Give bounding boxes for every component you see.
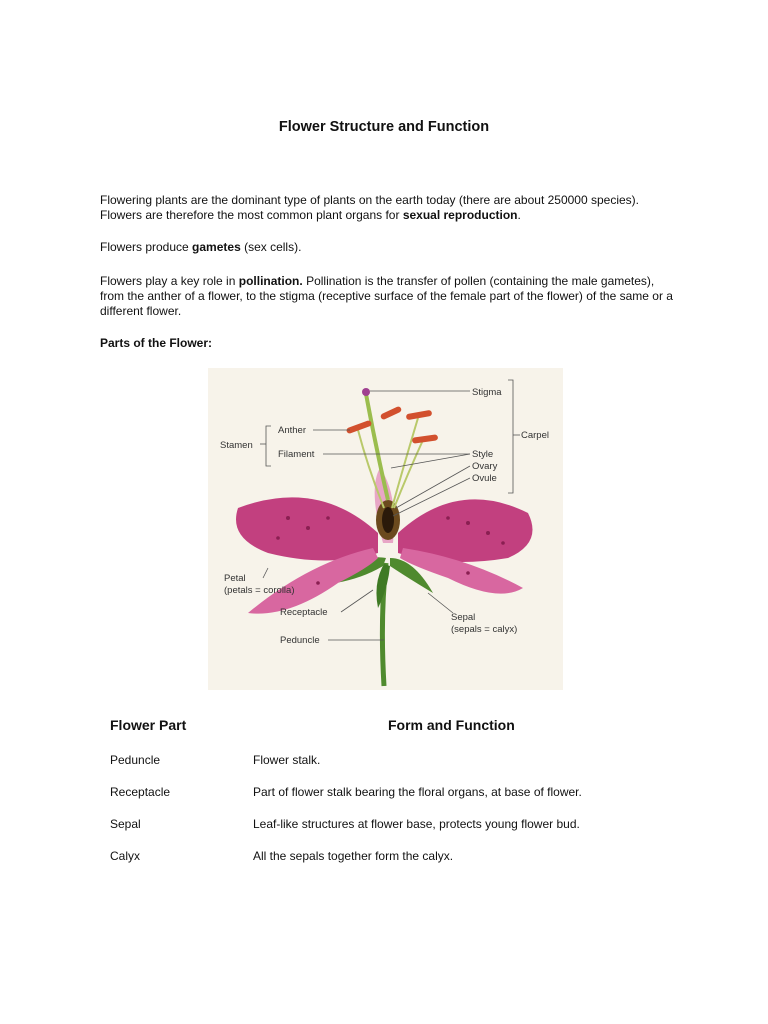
ovules (382, 507, 394, 533)
label-stamen: Stamen (220, 440, 253, 451)
label-ovule: Ovule (472, 473, 497, 484)
label-sepal-note: (sepals = calyx) (451, 624, 518, 635)
page-title: Flower Structure and Function (278, 119, 490, 135)
label-anther: Anther (278, 425, 306, 436)
label-peduncle: Peduncle (280, 635, 320, 646)
flower-illustration (208, 368, 563, 690)
label-sepal: Sepal (451, 612, 476, 623)
row-part: Calyx (110, 849, 141, 863)
label-carpel: Carpel (521, 430, 549, 441)
row-part: Sepal (110, 817, 141, 831)
anther-2 (406, 410, 433, 420)
table-header-function: Form and Function (388, 717, 515, 733)
label-petal: Petal (224, 573, 246, 584)
label-filament: Filament (278, 449, 315, 460)
row-part: Peduncle (110, 753, 161, 767)
label-ovary: Ovary (472, 461, 498, 472)
anther-3 (412, 434, 439, 444)
row-desc: Leaf-like structures at flower base, protects young flower bud. (253, 817, 580, 831)
label-receptacle: Receptacle (280, 607, 328, 618)
label-petal-note: (petals = corolla) (224, 585, 295, 596)
row-desc: All the sepals together form the calyx. (253, 849, 454, 863)
label-style: Style (472, 449, 494, 460)
intro-paragraph-1: Flowering plants are the dominant type of plants on the earth today (there are about 250000 species). Flowers are therefore the most common plant organs for sexual reproduction. (100, 193, 640, 222)
intro-paragraph-2: Flowers produce gametes (sex cells). (100, 240, 302, 254)
parts-heading: Parts of the Flower: (100, 336, 213, 350)
flower-diagram (208, 368, 563, 690)
table-header-part: Flower Part (110, 717, 187, 733)
row-part: Receptacle (110, 785, 171, 799)
filament-2 (392, 418, 418, 508)
table-row (0, 785, 768, 805)
table-row (0, 849, 768, 869)
row-desc: Part of flower stalk bearing the floral organs, at base of flower. (253, 785, 582, 799)
label-stigma: Stigma (472, 387, 502, 398)
table-row (0, 817, 768, 837)
anther-4 (380, 406, 402, 421)
row-desc: Flower stalk. (253, 753, 321, 767)
stigma (362, 388, 370, 396)
intro-paragraph-3: Flowers play a key role in pollination. Pollination is the transfer of pollen (containing the male gametes), from the anther of a flower, to the stigma (receptive surface of the female part of the flower) of the same or a different flower. (100, 274, 673, 318)
table-row (0, 753, 768, 773)
